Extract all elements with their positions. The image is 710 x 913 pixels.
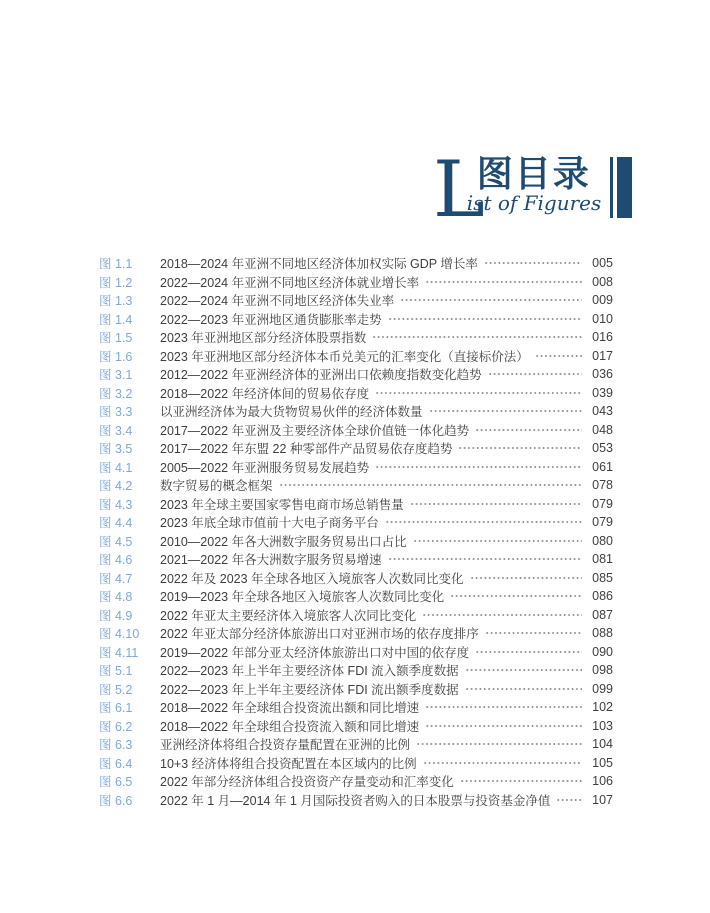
dot-leader — [535, 350, 582, 362]
figure-label: 图 4.6 — [99, 553, 133, 568]
figure-label: 图 6.5 — [99, 775, 133, 790]
figure-page-number: 080 — [592, 533, 613, 548]
figure-label: 图 5.1 — [99, 664, 133, 679]
figure-label: 图 6.1 — [99, 701, 133, 716]
list-item — [99, 569, 613, 588]
list-item — [99, 421, 613, 440]
list-item — [99, 735, 613, 754]
figure-label: 图 4.10 — [99, 627, 140, 642]
figure-label: 图 4.7 — [99, 571, 133, 586]
figure-label: 图 3.4 — [99, 423, 133, 438]
figure-label: 图 1.4 — [99, 312, 133, 327]
figure-label: 图 1.2 — [99, 275, 133, 290]
dot-leader — [388, 553, 582, 565]
dot-leader — [485, 627, 582, 639]
figure-page-number: 105 — [592, 755, 613, 770]
figure-page-number: 008 — [592, 274, 613, 289]
list-item — [99, 772, 613, 791]
figure-title: 2018—2024 年亚洲不同地区经济体加权实际 GDP 增长率 — [160, 257, 478, 272]
figure-label: 图 4.9 — [99, 608, 133, 623]
dot-leader — [410, 498, 582, 510]
dot-leader — [279, 479, 582, 491]
figure-page-number: 088 — [592, 626, 613, 641]
thick-bar — [617, 157, 632, 218]
list-item — [99, 476, 613, 495]
figure-title: 2012—2022 年亚洲经济体的亚洲出口依赖度指数变化趋势 — [160, 368, 482, 383]
dot-leader — [422, 609, 582, 621]
figure-title: 2022—2024 年亚洲不同地区经济体就业增长率 — [160, 275, 420, 290]
figure-title: 2023 年亚洲地区部分经济体本币兑美元的汇率变化（直接标价法） — [160, 349, 529, 364]
dot-leader — [450, 590, 582, 602]
list-item — [99, 550, 613, 569]
dot-leader — [458, 442, 582, 454]
list-item — [99, 365, 613, 384]
figure-label: 图 4.11 — [99, 645, 139, 660]
dot-leader — [470, 572, 582, 584]
figure-title: 2017—2022 年东盟 22 种零部件产品贸易依存度趋势 — [160, 442, 453, 457]
figure-page-number: 086 — [592, 589, 613, 604]
page-subtitle: ist of Figures — [466, 191, 602, 215]
figure-page-number: 098 — [592, 663, 613, 678]
dot-leader — [556, 794, 582, 806]
list-item — [99, 328, 613, 347]
figure-title: 2022—2023 年亚洲地区通货膨胀率走势 — [160, 312, 382, 327]
figure-title: 2019—2022 年部分亚太经济体旅游出口对中国的依存度 — [160, 645, 470, 660]
figure-title: 2023 年全球主要国家零售电商市场总销售量 — [160, 497, 404, 512]
page-title: 图目录 — [476, 153, 591, 195]
dot-leader — [388, 313, 582, 325]
dot-leader — [423, 757, 582, 769]
figure-page-number: 005 — [592, 256, 613, 271]
figure-page-number: 016 — [592, 330, 613, 345]
list-item — [99, 254, 613, 273]
figure-title: 2022—2023 年上半年主要经济体 FDI 流出额季度数据 — [160, 682, 459, 697]
dot-leader — [425, 701, 582, 713]
figure-page-number: 106 — [592, 774, 613, 789]
list-item — [99, 347, 613, 366]
figure-page-number: 009 — [592, 293, 613, 308]
figure-label: 图 3.1 — [99, 368, 133, 383]
figure-title: 2019—2023 年全球各地区入境旅客人次数同比变化 — [160, 590, 445, 605]
figure-title: 2018—2022 年全球组合投资流出额和同比增速 — [160, 701, 420, 716]
figure-title: 2022 年亚太主要经济体入境旅客人次同比变化 — [160, 608, 417, 623]
figure-page-number: 103 — [592, 718, 613, 733]
header-titles — [466, 153, 602, 215]
dot-leader — [413, 535, 582, 547]
dot-leader — [484, 257, 582, 269]
dot-leader — [425, 276, 582, 288]
figure-label: 图 4.3 — [99, 497, 133, 512]
dot-leader — [425, 720, 582, 732]
figure-title: 2022—2023 年上半年主要经济体 FDI 流入额季度数据 — [160, 664, 459, 679]
list-item — [99, 532, 613, 551]
figure-title: 2022 年 1 月—2014 年 1 月国际投资者购入的日本股票与投资基金净值 — [160, 793, 551, 808]
list-item — [99, 273, 613, 292]
figure-page-number: 085 — [592, 570, 613, 585]
dot-leader — [416, 738, 582, 750]
list-item — [99, 643, 613, 662]
figure-page-number: 048 — [592, 422, 613, 437]
list-item — [99, 680, 613, 699]
list-item — [99, 791, 613, 810]
list-of-figures-header — [433, 145, 632, 235]
figure-label: 图 4.2 — [99, 479, 133, 494]
figure-title: 以亚洲经济体为最大货物贸易伙伴的经济体数量 — [160, 405, 423, 420]
figure-title: 2018—2022 年经济体间的贸易依存度 — [160, 386, 370, 401]
figure-title: 数字贸易的概念框架 — [160, 479, 273, 494]
figure-title: 2005—2022 年亚洲服务贸易发展趋势 — [160, 460, 370, 475]
figure-label: 图 5.2 — [99, 682, 133, 697]
figure-label: 图 1.5 — [99, 331, 133, 346]
figure-title: 2021—2022 年各大洲数字服务贸易增速 — [160, 553, 382, 568]
figure-page-number: 061 — [592, 459, 613, 474]
list-item — [99, 754, 613, 773]
figure-title: 2023 年亚洲地区部分经济体股票指数 — [160, 331, 367, 346]
list-item — [99, 624, 613, 643]
header-decorative-bars — [610, 157, 632, 218]
figure-title: 2022 年部分经济体组合投资资产存量变动和汇率变化 — [160, 775, 454, 790]
list-item — [99, 402, 613, 421]
figure-label: 图 4.5 — [99, 534, 133, 549]
figure-title: 2023 年底全球市值前十大电子商务平台 — [160, 516, 379, 531]
dot-leader — [429, 405, 582, 417]
figure-title: 2010—2022 年各大洲数字服务贸易出口占比 — [160, 534, 407, 549]
figure-page-number: 090 — [592, 644, 613, 659]
figure-page-number: 102 — [592, 700, 613, 715]
figure-label: 图 1.1 — [99, 257, 133, 272]
list-item — [99, 384, 613, 403]
list-item — [99, 606, 613, 625]
figure-label: 图 4.4 — [99, 516, 133, 531]
figure-page-number: 017 — [592, 348, 613, 363]
figure-label: 图 6.6 — [99, 793, 133, 808]
figure-label: 图 4.1 — [99, 460, 133, 475]
dot-leader — [475, 424, 582, 436]
list-item — [99, 698, 613, 717]
thin-bar — [610, 157, 613, 218]
dot-leader — [488, 368, 582, 380]
figure-page-number: 081 — [592, 552, 613, 567]
dot-leader — [375, 461, 582, 473]
dot-leader — [375, 387, 582, 399]
list-item — [99, 495, 613, 514]
list-item — [99, 310, 613, 329]
dot-leader — [400, 294, 582, 306]
figure-label: 图 3.3 — [99, 405, 133, 420]
figure-title: 2018—2022 年全球组合投资流入额和同比增速 — [160, 719, 420, 734]
dot-leader — [465, 683, 582, 695]
figure-title: 10+3 经济体将组合投资配置在本区域内的比例 — [160, 756, 417, 771]
list-item — [99, 439, 613, 458]
figure-label: 图 1.6 — [99, 349, 133, 364]
header-initial-letter: L — [433, 145, 483, 235]
figure-page-number: 087 — [592, 607, 613, 622]
figure-title: 2017—2022 年亚洲及主要经济体全球价值链一体化趋势 — [160, 423, 470, 438]
dot-leader — [475, 646, 582, 658]
dot-leader — [460, 775, 582, 787]
dot-leader — [385, 516, 582, 528]
figure-label: 图 4.8 — [99, 590, 133, 605]
figure-title: 亚洲经济体将组合投资存量配置在亚洲的比例 — [160, 738, 411, 753]
figure-label: 图 6.3 — [99, 738, 133, 753]
dot-leader — [465, 664, 582, 676]
figure-label: 图 3.5 — [99, 442, 133, 457]
figure-page-number: 104 — [592, 737, 613, 752]
list-item — [99, 587, 613, 606]
figure-label: 图 6.2 — [99, 719, 133, 734]
figure-page-number: 107 — [592, 792, 613, 807]
figure-list — [99, 254, 613, 809]
figure-page-number: 079 — [592, 496, 613, 511]
figure-page-number: 010 — [592, 311, 613, 326]
figure-page-number: 053 — [592, 441, 613, 456]
figure-page-number: 078 — [592, 478, 613, 493]
list-item — [99, 458, 613, 477]
list-item — [99, 513, 613, 532]
figure-page-number: 043 — [592, 404, 613, 419]
figure-label: 图 6.4 — [99, 756, 133, 771]
figure-label: 图 3.2 — [99, 386, 133, 401]
figure-page-number: 039 — [592, 385, 613, 400]
dot-leader — [372, 331, 582, 343]
figure-page-number: 036 — [592, 367, 613, 382]
figure-title: 2022—2024 年亚洲不同地区经济体失业率 — [160, 294, 395, 309]
list-item — [99, 661, 613, 680]
figure-title: 2022 年及 2023 年全球各地区入境旅客人次数同比变化 — [160, 571, 464, 586]
list-item — [99, 291, 613, 310]
figure-page-number: 099 — [592, 681, 613, 696]
figure-title: 2022 年亚太部分经济体旅游出口对亚洲市场的依存度排序 — [160, 627, 479, 642]
list-item — [99, 717, 613, 736]
figure-label: 图 1.3 — [99, 294, 133, 309]
figure-page-number: 079 — [592, 515, 613, 530]
